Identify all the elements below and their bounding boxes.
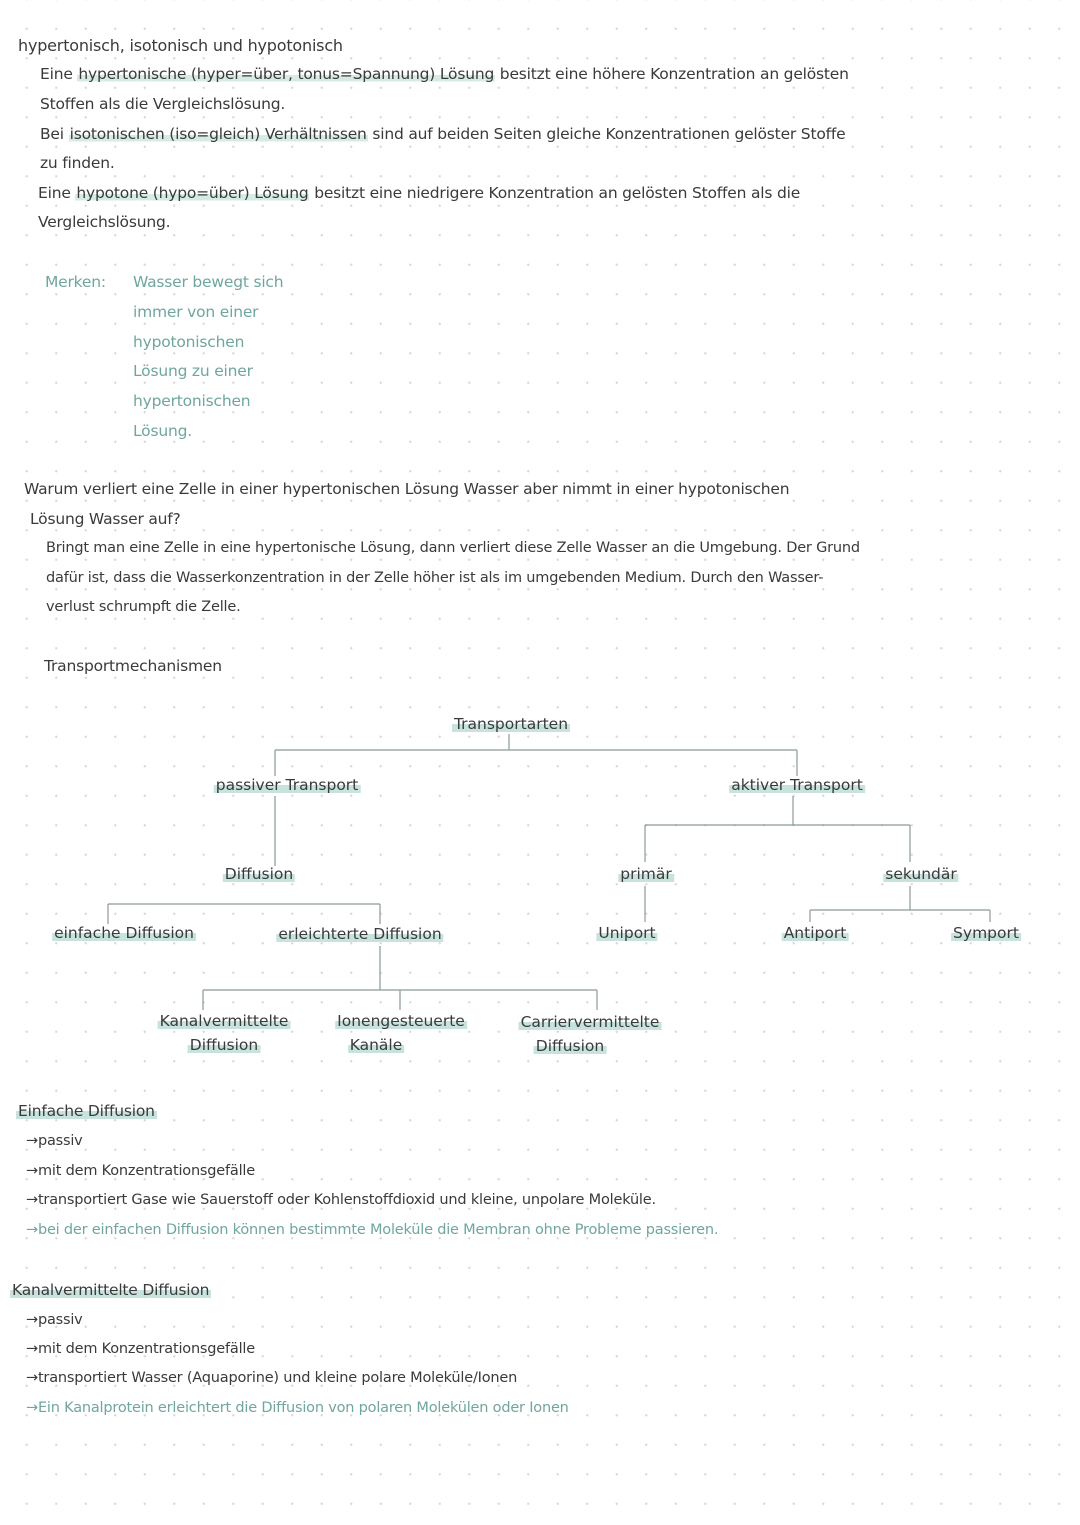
section-title-tonicity: hypertonisch, isotonisch und hypotonisch — [18, 36, 343, 55]
answer-line-2: dafür ist, dass die Wasserkonzentration in der Zelle höher ist als im umgebenden Medium. Durch den Wasser- — [46, 570, 824, 586]
answer-line-3: verlust schrumpft die Zelle. — [46, 599, 241, 615]
node-label: Symport — [953, 924, 1019, 942]
node-uniport — [596, 924, 657, 942]
node-antiport — [782, 924, 849, 942]
node-label: Carriervermittelte — [520, 1013, 660, 1031]
text: besitzt eine höhere Konzentration an gelösten — [495, 65, 849, 83]
node-label: Ionengesteuerte — [337, 1012, 465, 1030]
simple-diffusion-point-1: →passiv — [26, 1133, 83, 1149]
node-secondary — [883, 865, 958, 883]
highlight-hypertonic: hypertonische (hyper=über, tonus=Spannung) Lösung — [78, 65, 495, 83]
paragraph-hypotonic-line2: Vergleichslösung. — [38, 213, 171, 231]
node-label: Kanalvermittelte — [159, 1012, 289, 1030]
text: Eine — [38, 184, 76, 202]
question-line-1: Warum verliert eine Zelle in einer hypertonischen Lösung Wasser aber nimmt in einer hypotonischen — [24, 480, 790, 498]
node-label: primär — [620, 865, 672, 883]
node-passive-transport — [214, 776, 361, 794]
merken-label: Merken: — [45, 273, 106, 291]
node-simple-diffusion — [52, 924, 196, 942]
node-label: aktiver Transport — [731, 776, 863, 794]
simple-diffusion-title — [16, 1102, 157, 1120]
paragraph-hypertonic-line2: Stoffen als die Vergleichslösung. — [40, 95, 286, 113]
channel-diffusion-point-1: →passiv — [26, 1312, 83, 1328]
node-label: sekundär — [885, 865, 957, 883]
answer-line-1: Bringt man eine Zelle in eine hypertonische Lösung, dann verliert diese Zelle Wasser an die Umgebung. Der Grund — [46, 540, 860, 556]
node-label: Kanäle — [349, 1036, 403, 1054]
channel-diffusion-point-4: →Ein Kanalprotein erleichtert die Diffusion von polaren Molekülen oder Ionen — [26, 1400, 569, 1416]
paragraph-isotonic-line2: zu finden. — [40, 154, 115, 172]
node-label: einfache Diffusion — [54, 924, 194, 942]
simple-diffusion-point-4: →bei der einfachen Diffusion können bestimmte Moleküle die Membran ohne Probleme passieren. — [26, 1222, 719, 1238]
merken-line-6: Lösung. — [133, 422, 192, 440]
simple-diffusion-point-2: →mit dem Konzentrationsgefälle — [26, 1163, 255, 1179]
text: sind auf beiden Seiten gleiche Konzentrationen gelöster Stoffe — [367, 125, 846, 143]
node-primary — [618, 865, 674, 883]
node-transportarten — [452, 715, 570, 733]
node-facilitated-diffusion — [276, 925, 443, 943]
node-label: Diffusion — [224, 865, 294, 883]
node-ion-channels — [335, 1012, 467, 1060]
title-text: Einfache Diffusion — [18, 1102, 155, 1120]
question-line-2: Lösung Wasser auf? — [30, 510, 181, 528]
simple-diffusion-point-3: →transportiert Gase wie Sauerstoff oder Kohlenstoffdioxid und kleine, unpolare Moleküle. — [26, 1192, 656, 1208]
merken-line-1: Wasser bewegt sich — [133, 273, 284, 291]
node-label: Transportarten — [453, 715, 569, 733]
node-carrier-diffusion — [519, 1013, 662, 1061]
channel-diffusion-title — [10, 1281, 211, 1299]
channel-diffusion-point-2: →mit dem Konzentrationsgefälle — [26, 1341, 255, 1357]
highlight-hypotonic: hypotone (hypo=über) Lösung — [76, 184, 309, 202]
merken-line-3: hypotonischen — [133, 333, 245, 351]
text: Bei — [40, 125, 69, 143]
node-active-transport — [729, 776, 865, 794]
transport-heading: Transportmechanismen — [44, 657, 222, 675]
node-label: Uniport — [598, 924, 656, 942]
node-diffusion — [223, 865, 295, 883]
channel-diffusion-point-3: →transportiert Wasser (Aquaporine) und kleine polare Moleküle/Ionen — [26, 1370, 518, 1386]
merken-line-2: immer von einer — [133, 303, 259, 321]
node-label: erleichterte Diffusion — [278, 925, 442, 943]
node-channel-diffusion — [158, 1012, 291, 1060]
node-label: passiver Transport — [215, 776, 359, 794]
node-label: Diffusion — [189, 1036, 259, 1054]
merken-line-5: hypertonischen — [133, 392, 251, 410]
title-text: Kanalvermittelte Diffusion — [12, 1281, 210, 1299]
text: besitzt eine niedrigere Konzentration an gelösten Stoffen als die — [309, 184, 801, 202]
node-label: Antiport — [783, 924, 847, 942]
node-label: Diffusion — [535, 1037, 605, 1055]
node-symport — [951, 924, 1021, 942]
merken-line-4: Lösung zu einer — [133, 362, 253, 380]
highlight-isotonic: isotonischen (iso=gleich) Verhältnissen — [69, 125, 367, 143]
text: Eine — [40, 65, 78, 83]
